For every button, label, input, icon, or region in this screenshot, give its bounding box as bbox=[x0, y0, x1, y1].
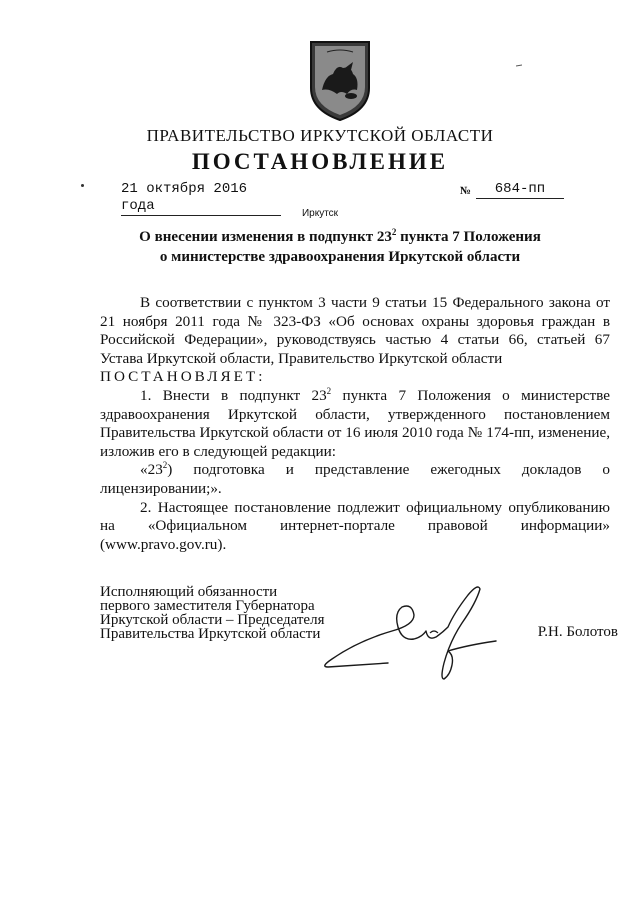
signatory-line-4: Правительства Иркутской области bbox=[100, 626, 321, 642]
item-2-paragraph: 2. Настоящее постановление подлежит официальному опубликованию на «Официальном интернет-портале правовой информации» (www.pravo.gov.ru). bbox=[100, 498, 610, 553]
signatory-line-2: первого заместителя Губернатора bbox=[100, 598, 315, 614]
decree-body bbox=[100, 294, 610, 554]
signatory-line-1: Исполняющий обязанности bbox=[100, 584, 278, 600]
subject-line-2: о министерстве здравоохранения Иркутской области bbox=[159, 249, 521, 265]
resolves-heading: ПОСТАНОВЛЯЕТ: bbox=[100, 368, 266, 386]
subject-line-1-rest: пункта 7 Положения bbox=[396, 229, 541, 245]
decree-subject bbox=[120, 227, 560, 267]
subject-line-1-text: О внесении изменения в подпункт 23 bbox=[139, 229, 392, 245]
preamble-paragraph: В соответствии с пунктом 3 части 9 статьи 15 Федерального закона от 21 ноября 2011 года № 323-ФЗ «Об основах охраны здоровья граждан в Российской Федерации», руководствуясь частью 4 статьи 66, статьей 67 Устава Иркутской области, Правительство Иркутской области bbox=[100, 294, 610, 367]
document-type-title: ПОСТАНОВЛЕНИЕ bbox=[191, 149, 449, 174]
coat-of-arms-emblem bbox=[307, 38, 373, 122]
item-1-rest: пункта 7 Положения о министерстве здравоохранения Иркутской области, утвержденного постановлением Правительства Иркутской области от 16 июля 2010 года № 174-пп, изменение, изложив его в следующей редакции: bbox=[100, 386, 610, 460]
signatory-line-3: Иркутской области – Председателя bbox=[100, 612, 325, 628]
amendment-rest: ) подготовка и представление ежегодных докладов о лицензировании;». bbox=[100, 461, 610, 497]
amendment-superscript: 2 bbox=[162, 460, 168, 471]
decree-date: 21 октября 2016 года bbox=[121, 181, 281, 216]
subject-line-1 bbox=[120, 227, 560, 247]
handwritten-signature bbox=[318, 575, 498, 690]
subject-superscript: 2 bbox=[391, 227, 397, 237]
stray-dot bbox=[81, 184, 84, 187]
amendment-text: «23 bbox=[140, 461, 163, 479]
item-1-superscript: 2 bbox=[326, 385, 332, 396]
amendment-paragraph bbox=[100, 461, 610, 498]
decree-number: 684-пп bbox=[476, 181, 564, 199]
city-name: Иркутск bbox=[301, 208, 339, 219]
stray-mark bbox=[516, 64, 522, 67]
item-1-text: 1. Внести в подпункт 23 bbox=[140, 386, 327, 404]
number-sign: № bbox=[460, 185, 472, 197]
signer-name: Р.Н. Болотов bbox=[537, 624, 618, 640]
item-1-paragraph bbox=[100, 387, 610, 461]
government-name: ПРАВИТЕЛЬСТВО ИРКУТСКОЙ ОБЛАСТИ bbox=[146, 126, 494, 145]
